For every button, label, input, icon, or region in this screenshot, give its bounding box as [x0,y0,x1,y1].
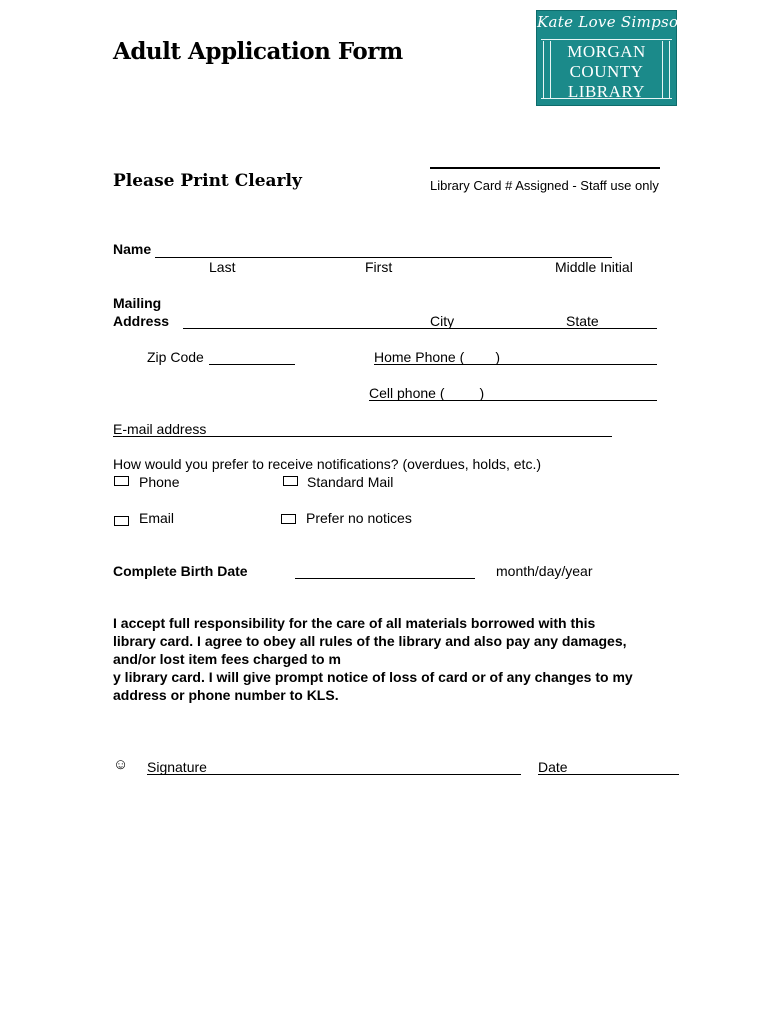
birth-date-field[interactable] [295,578,475,579]
agreement-line: I accept full responsibility for the care of all materials borrowed with this [113,615,596,631]
name-sub-middle-initial: Middle Initial [555,259,633,275]
phone-checkbox[interactable] [114,476,129,486]
name-label: Name [113,241,152,257]
library-card-number-field[interactable] [430,167,660,169]
email-option-label: Email [139,510,175,526]
zip-code-field[interactable] [209,364,295,365]
email-field[interactable] [113,436,612,437]
notifications-question: How would you prefer to receive notifications? (overdues, holds, etc.) [113,456,541,472]
name-sub-first: First [365,259,393,275]
date-field[interactable] [538,774,679,775]
logo-script-text: Kate Love Simpson [537,13,689,31]
agreement-line: y library card. I will give prompt notice of loss of card or of any changes to my [113,669,633,685]
name-field[interactable] [155,257,612,258]
smiley-icon: ☺ [113,756,129,773]
home-phone-field[interactable] [374,364,657,365]
no-notices-option-label: Prefer no notices [306,510,412,526]
city-label: City [430,313,455,329]
agreement-line: address or phone number to KLS. [113,687,339,703]
standard-mail-checkbox[interactable] [283,476,298,486]
page-title: Adult Application Form [113,38,403,65]
logo-line-2: COUNTY [569,62,644,81]
birth-date-format: month/day/year [496,563,593,579]
agreement-line: library card. I agree to obey all rules of the library and also pay any damages, [113,633,627,649]
signature-label: Signature [147,759,207,775]
agreement-paragraph [113,614,683,704]
zip-code-label: Zip Code [147,349,204,365]
library-logo [536,10,689,106]
birth-date-label: Complete Birth Date [113,563,248,579]
phone-option-label: Phone [139,474,180,490]
agreement-line: and/or lost item fees charged to m [113,651,341,667]
date-label: Date [538,759,568,775]
cell-phone-label: Cell phone ( ) [369,385,485,401]
print-clearly-note: Please Print Clearly [113,171,302,191]
staff-use-label: Library Card # Assigned - Staff use only [430,178,659,193]
mailing-label: Mailing [113,295,162,311]
no-notices-checkbox[interactable] [281,514,296,524]
state-label: State [566,313,599,329]
email-checkbox[interactable] [114,516,129,526]
signature-field[interactable] [147,774,521,775]
home-phone-label: Home Phone ( ) [374,349,501,365]
logo-line-1: MORGAN [567,42,646,61]
email-label: E-mail address [113,421,207,437]
standard-mail-option-label: Standard Mail [307,474,394,490]
cell-phone-field[interactable] [369,400,657,401]
name-sub-last: Last [209,259,236,275]
address-label: Address [113,313,170,329]
logo-line-3: LIBRARY [567,82,646,101]
